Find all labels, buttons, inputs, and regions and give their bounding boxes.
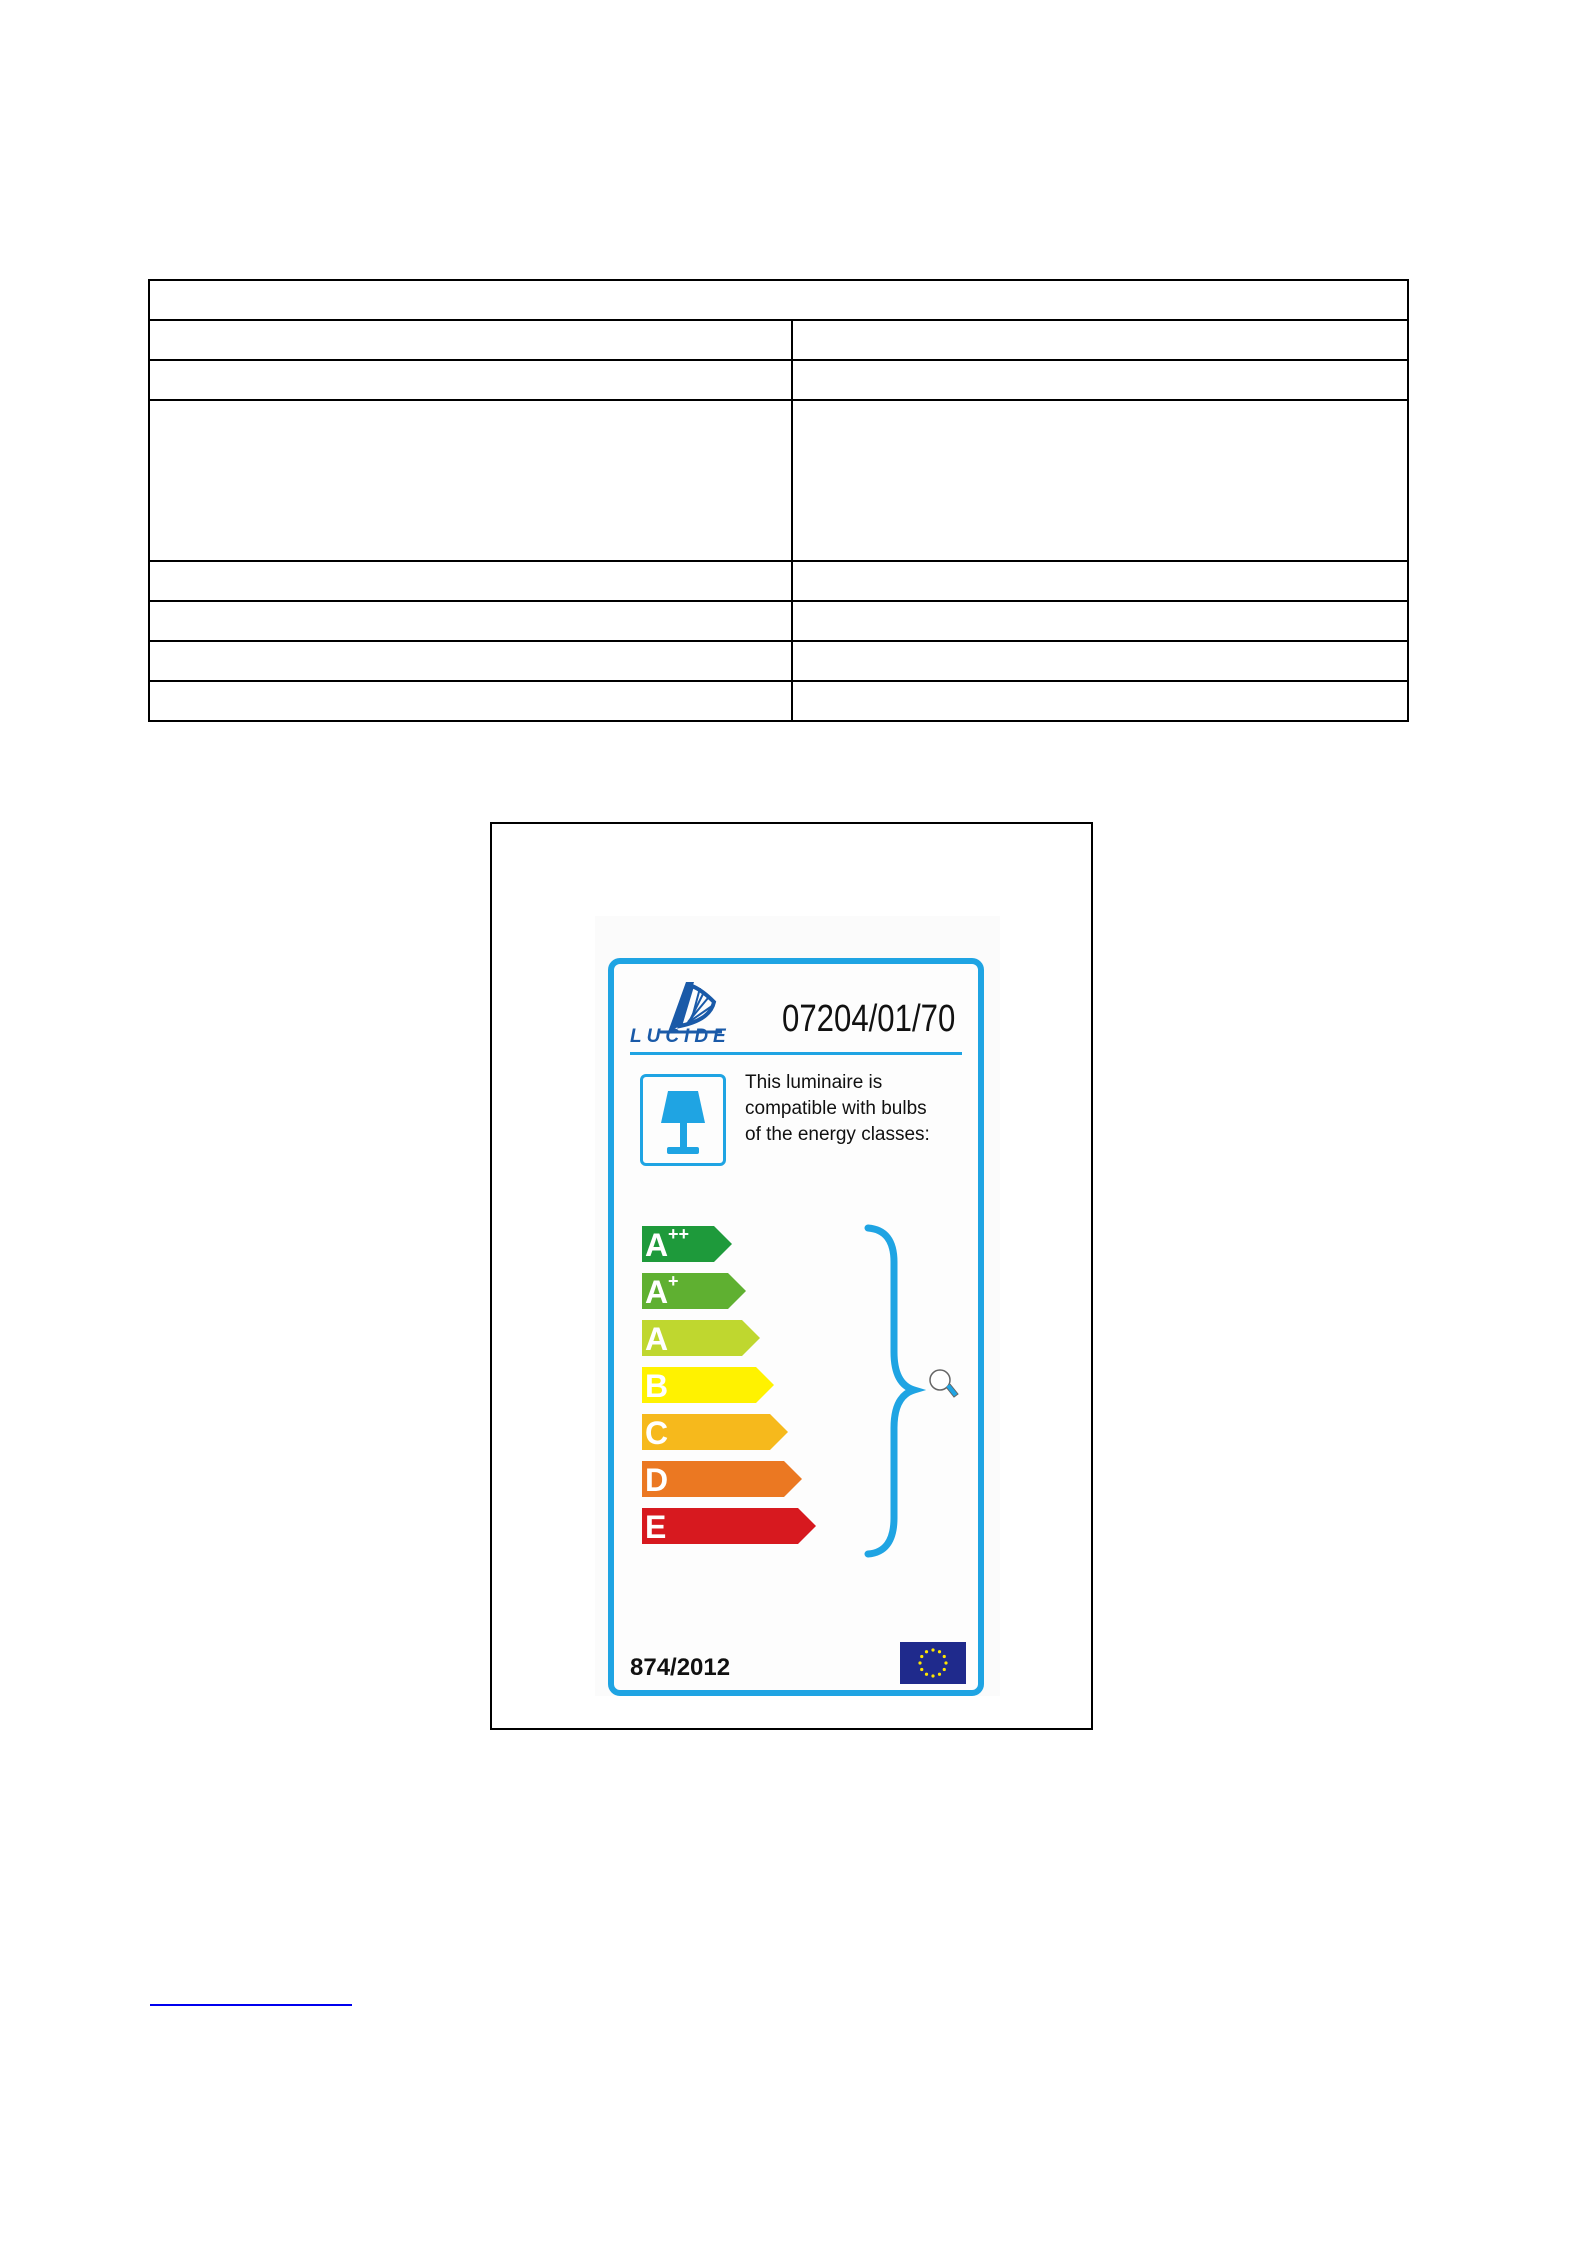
table-row [149,320,1408,360]
table-cell [792,400,1408,561]
spec-table [148,279,1409,722]
table-row [149,360,1408,400]
header-divider [630,1052,962,1055]
energy-class-arrow [642,1461,802,1498]
table-cell [792,601,1408,641]
energy-class-arrow [642,1271,746,1310]
table-cell [149,681,792,721]
table-cell [792,360,1408,400]
energy-label-card [608,958,984,1696]
compat-line: This luminaire is [745,1072,883,1093]
eu-flag-icon [900,1642,966,1684]
table-cell [149,360,792,400]
energy-class-label: D [645,1462,669,1498]
hyperlink-underline[interactable] [150,2004,352,2006]
table-cell [149,400,792,561]
energy-class-arrow [642,1414,788,1451]
energy-class-arrow [642,1320,760,1357]
table-cell [149,320,792,360]
energy-class-arrow [642,1226,732,1263]
table-row [149,400,1408,561]
table-cell [792,561,1408,601]
table-cell [792,320,1408,360]
regulation-number: 874/2012 [630,1654,731,1681]
energy-class-label: B [645,1368,669,1404]
model-code: 07204/01/70 [782,998,956,1040]
lamp-icon [643,1077,723,1163]
table-cell [149,561,792,601]
table-row [149,641,1408,681]
table-row [149,601,1408,641]
table-cell [149,601,792,641]
energy-class-superscript: ++ [668,1226,690,1244]
energy-class-label: C [645,1415,669,1451]
table-title-cell [149,280,1408,320]
energy-label-frame [490,822,1093,1730]
compat-line: compatible with bulbs [745,1098,927,1119]
table-row [149,681,1408,721]
compatibility-text [745,1070,965,1148]
energy-class-scale [642,1226,882,1566]
table-cell [792,681,1408,721]
brand-name: LUCIDE [630,1026,731,1047]
table-cell [149,641,792,681]
energy-class-arrow [642,1367,774,1404]
energy-class-label: A [645,1227,669,1263]
table-row [149,561,1408,601]
energy-class-label: A [645,1321,669,1357]
lamp-icon-box [640,1074,726,1166]
compat-line: of the energy classes: [745,1124,930,1145]
bracket-with-bulb [854,1222,974,1562]
energy-class-superscript: + [668,1271,679,1291]
table-header-row [149,280,1408,320]
bulb-icon [930,1370,958,1397]
curly-brace [868,1228,914,1554]
energy-class-label: E [645,1509,667,1545]
table-cell [792,641,1408,681]
energy-class-arrow [642,1508,816,1545]
energy-class-label: A [645,1274,669,1310]
